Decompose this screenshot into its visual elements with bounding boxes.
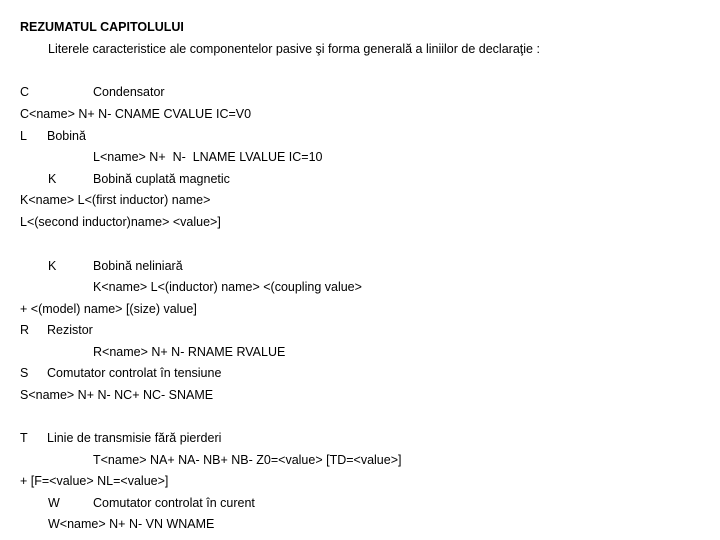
- t-syntax-2: + [F=<value> NL=<value>]: [20, 474, 169, 488]
- k2-syntax-2: + <(model) name> [(size) value]: [20, 302, 197, 316]
- k1-letter: K: [48, 172, 57, 186]
- s-letter: S: [20, 366, 29, 380]
- c-syntax: C<name> N+ N- CNAME CVALUE IC=V0: [20, 107, 252, 121]
- l-name: Bobină: [47, 129, 86, 143]
- r-name: Rezistor: [47, 323, 93, 337]
- c-letter: C: [20, 85, 30, 99]
- r-syntax: R<name> N+ N- RNAME RVALUE: [93, 345, 286, 359]
- k2-letter: K: [48, 259, 57, 273]
- document-title: REZUMATUL CAPITOLULUI: [20, 20, 184, 34]
- t-syntax-1: T<name> NA+ NA- NB+ NB- Z0=<value> [TD=<value>]: [93, 453, 402, 467]
- t-letter: T: [20, 431, 28, 445]
- k1-syntax-1: K<name> L<(first inductor) name>: [20, 193, 211, 207]
- c-name: Condensator: [93, 85, 165, 99]
- r-letter: R: [20, 323, 30, 337]
- l-syntax: L<name> N+ N- LNAME LVALUE IC=10: [93, 150, 323, 164]
- k1-syntax-2: L<(second inductor)name> <value>]: [20, 215, 221, 229]
- k1-name: Bobină cuplată magnetic: [93, 172, 230, 186]
- w-syntax: W<name> N+ N- VN WNAME: [48, 517, 215, 531]
- l-letter: L: [20, 129, 27, 143]
- k2-syntax-1: K<name> L<(inductor) name> <(coupling value>: [93, 280, 362, 294]
- t-name: Linie de transmisie fără pierderi: [47, 431, 222, 445]
- w-letter: W: [48, 496, 60, 510]
- document-subtitle: Literele caracteristice ale componentelor pasive şi forma generală a liniilor de declaraţie :: [48, 42, 540, 56]
- s-name: Comutator controlat în tensiune: [47, 366, 222, 380]
- w-name: Comutator controlat în curent: [93, 496, 255, 510]
- k2-name: Bobină neliniară: [93, 259, 183, 273]
- s-syntax: S<name> N+ N- NC+ NC- SNAME: [20, 388, 214, 402]
